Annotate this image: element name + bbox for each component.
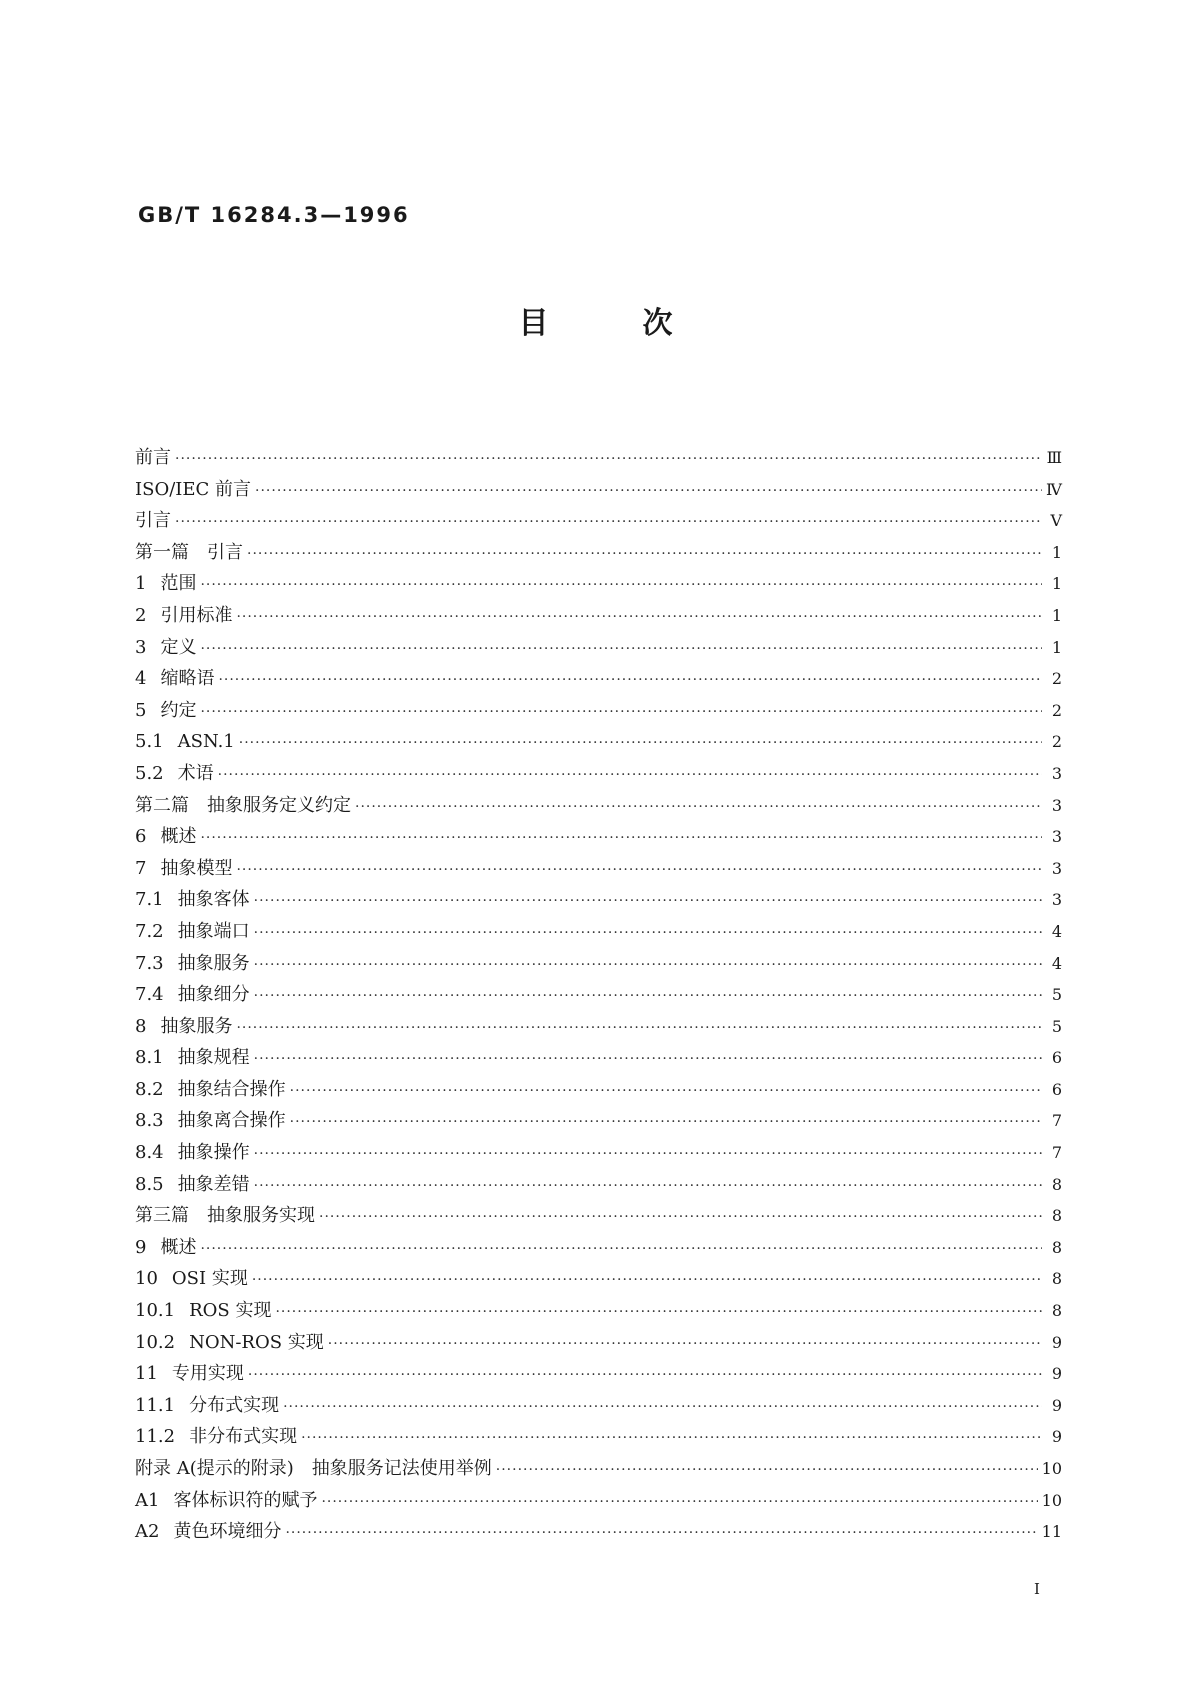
toc-entry[interactable] <box>135 979 1062 1011</box>
toc-entry[interactable] <box>135 916 1062 948</box>
toc-entry-label: 分布式实现 <box>189 1394 280 1416</box>
toc-entry-page: 8 <box>1051 1301 1062 1321</box>
toc-entry-label: 抽象规程 <box>177 1047 250 1069</box>
toc-entry-number: 11.2 <box>135 1426 176 1448</box>
toc-leader-dots <box>254 1139 1042 1171</box>
toc-leader-dots <box>236 855 1042 887</box>
toc-entry-label: 抽象离合操作 <box>177 1110 286 1132</box>
toc-leader-dots <box>248 1360 1042 1392</box>
toc-entry[interactable] <box>135 1453 1062 1485</box>
toc-entry-page: Ⅴ <box>1050 511 1062 531</box>
toc-entry-label: 附录 A(提示的附录) 抽象服务记法使用举例 <box>135 1458 492 1479</box>
page-number: I <box>1034 1580 1040 1598</box>
toc-entry[interactable] <box>135 1516 1062 1548</box>
toc-entry[interactable] <box>135 600 1062 632</box>
toc-leader-dots <box>496 1455 1038 1487</box>
toc-leader-dots <box>239 728 1042 760</box>
toc-entry-number: 10 <box>135 1268 158 1290</box>
toc-entry-number: 1 <box>135 573 147 595</box>
toc-entry-number: 8.1 <box>135 1047 164 1069</box>
toc-entry-label: 第二篇 抽象服务定义约定 <box>135 794 351 816</box>
toc-leader-dots <box>255 476 1042 508</box>
toc-entry[interactable] <box>135 1074 1062 1106</box>
toc-entry-label: 概述 <box>160 826 197 848</box>
toc-entry-page: 1 <box>1051 605 1062 625</box>
toc-leader-dots <box>236 1013 1042 1045</box>
toc-entry-number: 6 <box>135 826 147 848</box>
toc-leader-dots <box>254 918 1042 950</box>
toc-leader-dots <box>200 697 1042 729</box>
toc-entry[interactable] <box>135 1137 1062 1169</box>
toc-entry[interactable] <box>135 663 1062 695</box>
toc-entry-number: A1 <box>135 1489 160 1511</box>
toc-entry-page: 9 <box>1051 1427 1062 1447</box>
toc-entry-page: 8 <box>1051 1269 1062 1289</box>
toc-entry-number: A2 <box>135 1521 160 1543</box>
toc-entry-number: 7.3 <box>135 952 164 974</box>
toc-entry[interactable] <box>135 1169 1062 1201</box>
toc-leader-dots <box>290 1076 1042 1108</box>
toc-leader-dots <box>328 1329 1042 1361</box>
toc-entry[interactable] <box>135 505 1062 537</box>
toc-entry[interactable] <box>135 1011 1062 1043</box>
toc-entry-page: 3 <box>1051 890 1062 910</box>
toc-title-char-1: 目 <box>518 306 549 341</box>
toc-entry-label: 抽象客体 <box>177 889 250 911</box>
toc-entry-page: 7 <box>1051 1111 1062 1131</box>
toc-entry-number: 7 <box>135 857 147 879</box>
toc-entry[interactable] <box>135 790 1062 822</box>
toc-entry[interactable] <box>135 537 1062 569</box>
toc-leader-dots <box>218 760 1042 792</box>
toc-entry-number: 10.2 <box>135 1331 176 1353</box>
toc-entry[interactable] <box>135 1042 1062 1074</box>
toc-entry-label: 抽象细分 <box>177 984 250 1006</box>
toc-entry-label: 抽象结合操作 <box>177 1078 286 1100</box>
standard-code: GB/T 16284.3—1996 <box>138 203 410 227</box>
toc-entry[interactable] <box>135 948 1062 980</box>
toc-leader-dots <box>247 539 1042 571</box>
toc-entry[interactable] <box>135 1327 1062 1359</box>
toc-leader-dots <box>200 1234 1042 1266</box>
toc-leader-dots <box>236 602 1042 634</box>
toc-entry-page: 10 <box>1041 1490 1062 1510</box>
toc-entry[interactable] <box>135 726 1062 758</box>
toc-entry[interactable] <box>135 474 1062 506</box>
toc-entry-page: 3 <box>1051 827 1062 847</box>
toc-leader-dots <box>254 1044 1042 1076</box>
toc-entry-label: ASN.1 <box>177 731 235 753</box>
toc-entry-label: 前言 <box>135 447 171 468</box>
toc-entry-number: 8 <box>135 1015 147 1037</box>
toc-entry-label: 黄色环境细分 <box>173 1521 282 1543</box>
toc-entry[interactable] <box>135 568 1062 600</box>
toc-title-char-2: 次 <box>642 306 673 341</box>
toc-leader-dots <box>175 507 1042 539</box>
toc-entry-label: 抽象端口 <box>177 920 250 942</box>
toc-entry[interactable] <box>135 821 1062 853</box>
toc-leader-dots <box>355 792 1042 824</box>
toc-leader-dots <box>319 1202 1042 1234</box>
toc-entry-page: 6 <box>1051 1079 1062 1099</box>
toc-leader-dots <box>254 886 1042 918</box>
toc-entry-page: 1 <box>1051 574 1062 594</box>
toc-entry-page: 3 <box>1051 795 1062 815</box>
toc-leader-dots <box>218 665 1042 697</box>
toc-entry-number: 7.4 <box>135 984 164 1006</box>
toc-entry[interactable] <box>135 758 1062 790</box>
toc-entry-page: 5 <box>1051 985 1062 1005</box>
toc-leader-dots <box>290 1107 1042 1139</box>
toc-leader-dots <box>254 1171 1042 1203</box>
toc-entry-label: 客体标识符的赋予 <box>173 1489 318 1511</box>
toc-entry-number: 8.3 <box>135 1110 164 1132</box>
toc-entry-label: 抽象服务 <box>160 1015 233 1037</box>
toc-entry-label: 第一篇 引言 <box>135 541 243 563</box>
toc-entry-page: 4 <box>1051 953 1062 973</box>
toc-leader-dots <box>200 634 1042 666</box>
toc-entry-label: NON-ROS 实现 <box>189 1331 324 1353</box>
toc-entry-label: 引言 <box>135 510 171 532</box>
toc-entry-page: Ⅲ <box>1046 448 1062 467</box>
toc-entry-label: 范围 <box>160 573 197 595</box>
toc-entry-page: 9 <box>1051 1395 1062 1415</box>
toc-entry[interactable] <box>135 1421 1062 1453</box>
toc-leader-dots <box>252 1265 1042 1297</box>
toc-entry[interactable] <box>135 1263 1062 1295</box>
toc-entry-page: 11 <box>1041 1522 1062 1542</box>
toc-leader-dots <box>275 1297 1042 1329</box>
toc-entry-page: 6 <box>1051 1048 1062 1068</box>
toc-leader-dots <box>175 444 1042 476</box>
toc-leader-dots <box>254 950 1042 982</box>
toc-entry-label: ROS 实现 <box>189 1300 272 1322</box>
toc-entry-label: 术语 <box>177 762 214 784</box>
toc-entry-label: 概述 <box>160 1236 197 1258</box>
toc-entry[interactable] <box>135 695 1062 727</box>
toc-entry-page: 1 <box>1051 542 1062 562</box>
toc-entry[interactable] <box>135 1390 1062 1422</box>
toc-entry-number: 3 <box>135 636 147 658</box>
toc-entry-page: 3 <box>1051 763 1062 783</box>
toc-entry-page: 8 <box>1051 1237 1062 1257</box>
toc-entry-page: 2 <box>1051 669 1062 689</box>
toc-entry-page: Ⅳ <box>1046 479 1062 499</box>
toc-entry[interactable] <box>135 442 1062 474</box>
toc-entry[interactable] <box>135 1200 1062 1232</box>
toc-entry-label: 抽象服务 <box>177 952 250 974</box>
toc-entry-label: 抽象操作 <box>177 1142 250 1164</box>
toc-entry-number: 2 <box>135 604 147 626</box>
toc-entry-number: 8.2 <box>135 1078 164 1100</box>
toc-leader-dots <box>321 1487 1037 1519</box>
toc-leader-dots <box>200 823 1042 855</box>
toc-entry-number: 8.5 <box>135 1173 164 1195</box>
toc-entry-page: 10 <box>1041 1459 1062 1478</box>
toc-entry-number: 4 <box>135 668 147 690</box>
toc-entry-label: 专用实现 <box>171 1363 244 1385</box>
toc-entry[interactable] <box>135 1232 1062 1264</box>
toc-leader-dots <box>301 1423 1042 1455</box>
toc-entry-label: ISO/IEC 前言 <box>135 478 252 500</box>
toc-entry-number: 11.1 <box>135 1394 176 1416</box>
toc-entry-page: 9 <box>1051 1332 1062 1352</box>
toc-entry-label: 抽象模型 <box>160 857 233 879</box>
toc-entry[interactable] <box>135 853 1062 885</box>
toc-leader-dots <box>254 981 1042 1013</box>
toc-entry-label: 定义 <box>160 636 197 658</box>
toc-entry-label: 抽象差错 <box>177 1173 250 1195</box>
toc-entry-number: 10.1 <box>135 1300 176 1322</box>
toc-entry-page: 2 <box>1051 732 1062 752</box>
toc-entry-number: 8.4 <box>135 1142 164 1164</box>
toc-entry-number: 9 <box>135 1236 147 1258</box>
toc-entry[interactable] <box>135 1358 1062 1390</box>
toc-entry-label: 约定 <box>160 699 197 721</box>
toc-entry[interactable] <box>135 1485 1062 1517</box>
toc-entry-page: 8 <box>1051 1206 1062 1226</box>
toc-leader-dots <box>285 1518 1037 1550</box>
toc-entry-page: 2 <box>1051 700 1062 720</box>
toc-entry-number: 7.2 <box>135 920 164 942</box>
toc-entry[interactable] <box>135 1295 1062 1327</box>
toc-entry-page: 3 <box>1051 858 1062 878</box>
toc-entry-label: 缩略语 <box>160 668 215 690</box>
toc-entry[interactable] <box>135 884 1062 916</box>
toc-entry-label: 非分布式实现 <box>189 1426 298 1448</box>
toc-entry-page: 5 <box>1051 1016 1062 1036</box>
toc-entry-page: 9 <box>1051 1364 1062 1384</box>
toc-entry-number: 5 <box>135 699 147 721</box>
toc-entry-page: 8 <box>1051 1174 1062 1194</box>
toc-title <box>0 298 1191 342</box>
table-of-contents <box>135 442 1062 1548</box>
toc-entry-page: 1 <box>1051 637 1062 657</box>
toc-entry[interactable] <box>135 1105 1062 1137</box>
toc-entry[interactable] <box>135 632 1062 664</box>
toc-entry-number: 5.1 <box>135 731 164 753</box>
toc-leader-dots <box>200 570 1042 602</box>
toc-entry-number: 7.1 <box>135 889 164 911</box>
toc-entry-label: 第三篇 抽象服务实现 <box>135 1205 315 1227</box>
toc-entry-label: 引用标准 <box>160 604 233 626</box>
toc-entry-page: 4 <box>1051 921 1062 941</box>
toc-entry-number: 11 <box>135 1363 158 1385</box>
toc-leader-dots <box>283 1392 1042 1424</box>
toc-entry-number: 5.2 <box>135 762 164 784</box>
toc-entry-label: OSI 实现 <box>171 1268 248 1290</box>
toc-entry-page: 7 <box>1051 1143 1062 1163</box>
